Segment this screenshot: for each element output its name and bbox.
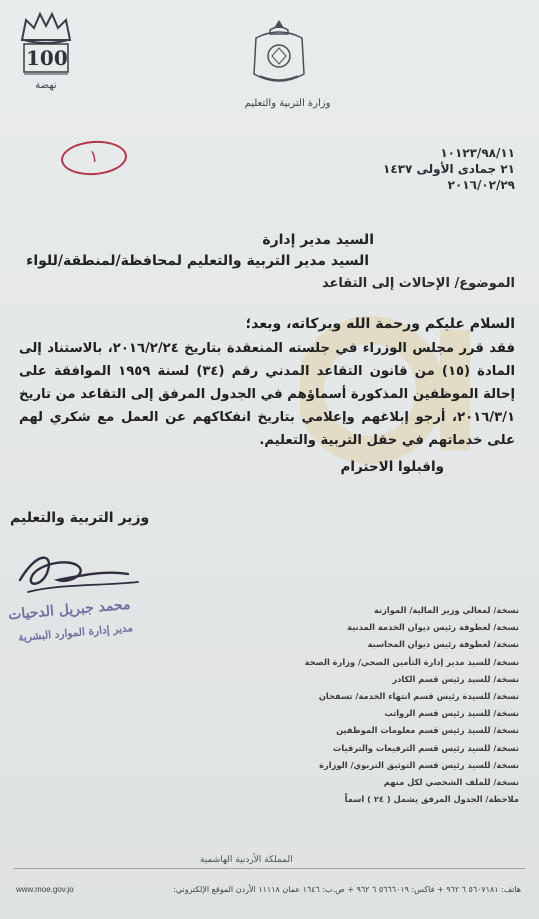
gregorian-date: ٢٠١٦/٠٢/٢٩ — [447, 178, 515, 192]
centenary-logo — [14, 10, 78, 96]
addressee-line-1: السيد مدير إدارة — [262, 232, 374, 248]
centenary-number: 100 — [26, 46, 68, 70]
cc-item: نسخة/ للسيدة رئيس قسم انتهاء الخدمة/ تسفحان — [318, 691, 519, 702]
addressee-line-2: السيد مدير التربية والتعليم لمحافظة/لمنطقة/للواء — [26, 253, 369, 269]
closing-line: واقبلوا الاحترام — [340, 459, 444, 475]
cc-item: نسخة/ للسيد رئيس قسم الكادر — [392, 673, 519, 684]
signatory-title: وزير التربية والتعليم — [10, 510, 150, 526]
cc-item: نسخة/ للسيد رئيس قسم الترفيعات والترقيات — [333, 742, 519, 753]
cc-item: نسخة/ للسيد رئيس قسم الرواتب — [384, 708, 519, 719]
cc-item: نسخة/ لعطوفة رئيس ديوان المحاسبة — [367, 639, 519, 650]
cc-item: نسخة/ لعطوفة رئيس ديوان الخدمة المدنية — [347, 622, 519, 633]
footer-kingdom-name: المملكة الأردنية الهاشمية — [200, 855, 293, 865]
jordan-coat-of-arms-icon — [248, 18, 310, 90]
footer-website-link[interactable]: www.moe.gov.jo — [16, 885, 74, 894]
attachment-note: ملاحظة/ الجدول المرفق يشمل ( ٢٤ ) اسماً — [344, 794, 519, 805]
stamp-name: محمد جبريل الدحيات — [7, 596, 132, 624]
cc-list — [189, 602, 519, 808]
hijri-date: ٢١ جمادى الأولى ١٤٣٧ — [383, 162, 515, 176]
greeting: السلام عليكم ورحمة الله وبركاته، وبعد؛ — [245, 316, 515, 332]
reference-number: ١٠١٢٣/٩٨/١١ — [440, 146, 515, 160]
cc-item: نسخة/ للسيد رئيس قسم معلومات الموظفين — [336, 725, 519, 736]
cc-item: نسخة/ للسيد رئيس قسم التوثيق التربوي/ الوزارة — [319, 759, 519, 770]
centenary-caption: نهضة — [35, 80, 57, 91]
stamp-title: مدير إدارة الموارد البشرية — [17, 622, 134, 644]
footer-divider — [14, 868, 525, 869]
cc-item: نسخة/ للملف الشخصي لكل منهم — [383, 777, 519, 788]
cc-item: نسخة/ للسيد مدير إدارة التأمين الصحي/ وزارة الصحة — [304, 656, 519, 667]
ministry-name: وزارة التربية والتعليم — [244, 98, 331, 109]
handwritten-signature-icon — [8, 540, 158, 610]
footer-contact: هاتف: ٥٦٠٧١٨١ ٦ ٩٦٢ + فاكس: ٥٦٦٦٠١٩ ٦ ٩٦٢ + ص.ب: ١٦٤٦ عمان ١١١١٨ الأردن الموقع الإلكتروني: — [173, 885, 521, 894]
letter-body: فقد قرر مجلس الوزراء في جلسته المنعقدة بتاريخ ٢٠١٦/٢/٢٤، بالاستناد إلى المادة (١٥) من قانون التقاعد المدني رقم (٣٤) لسنة ١٩٥٩ الموافقة على إحالة الموظفين المذكورة أسماؤهم في الجدول المرفق إلى التقاعد من تاريخ ٢٠١٦/٣/١، أرجو إبلاغهم وإعلامي بتاريخ انفكاكهم عن العمل مع شكري لهم على خدماتهم في حقل التربية والتعليم. — [19, 341, 515, 448]
cc-item: نسخة/ لمعالي وزير المالية/ الموازنة — [373, 605, 519, 615]
subject-line: الموضوع/ الإحالات إلى التقاعد — [321, 276, 515, 291]
reference-block — [365, 145, 515, 193]
circled-page-number: ١ — [60, 139, 128, 178]
